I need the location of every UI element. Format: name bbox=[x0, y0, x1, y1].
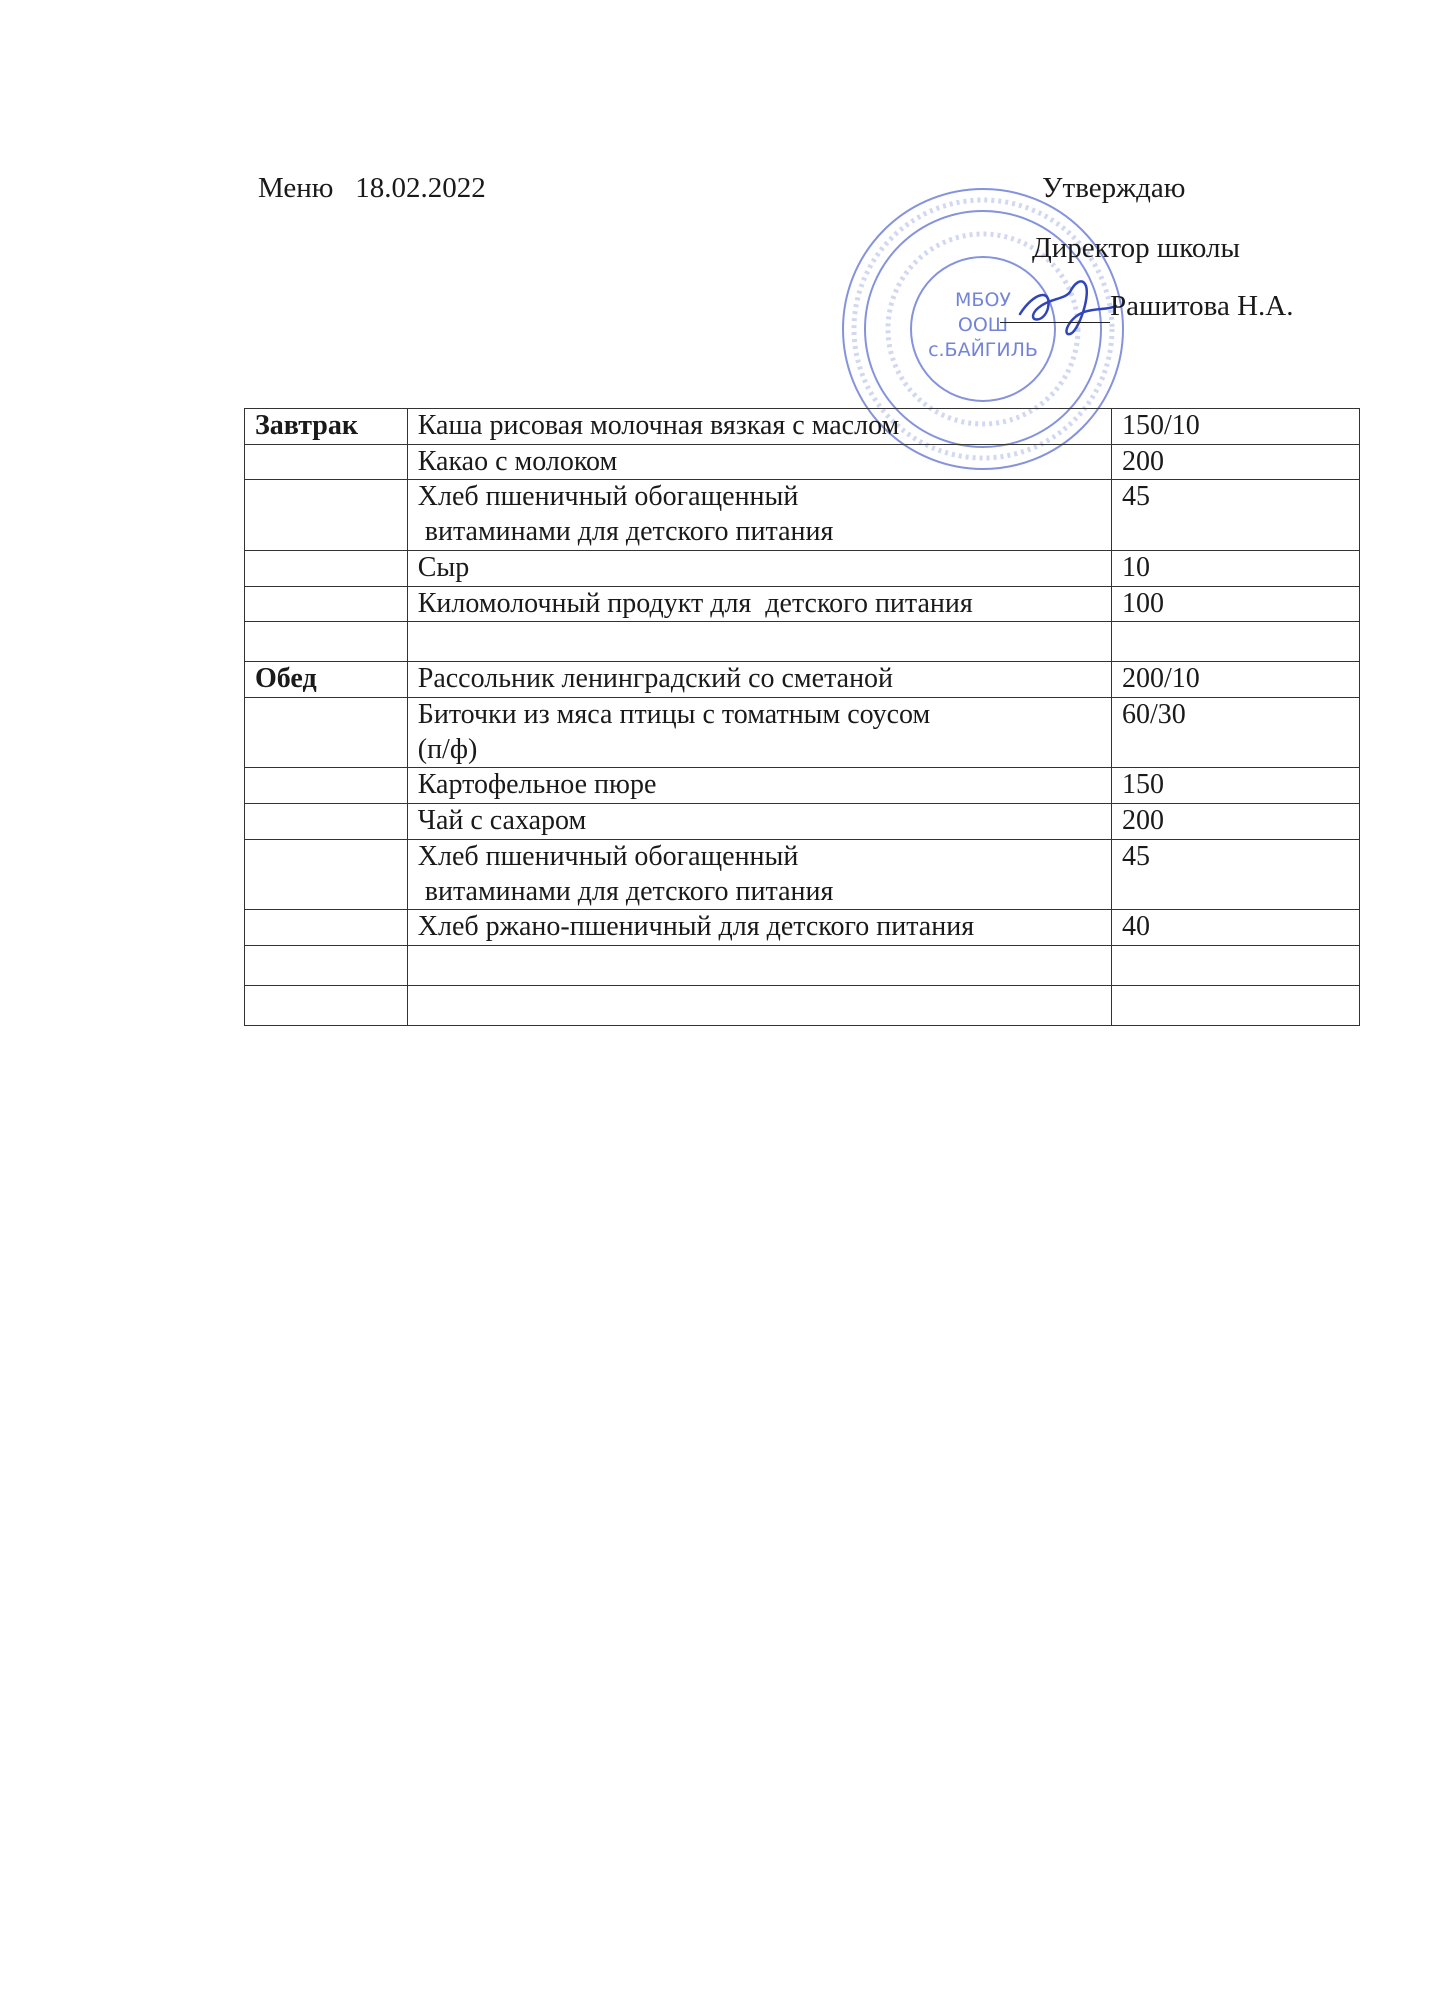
dish-line: (п/ф) bbox=[417, 733, 478, 765]
portion-cell: 100 bbox=[1111, 586, 1359, 622]
dish-cell bbox=[407, 804, 1111, 840]
meal-cell bbox=[245, 839, 408, 909]
meal-cell bbox=[245, 550, 408, 586]
signature-underline bbox=[1000, 322, 1110, 323]
dish-cell bbox=[407, 910, 1111, 946]
menu-row bbox=[245, 698, 1360, 768]
approve-label: Утверждаю bbox=[1042, 172, 1186, 204]
stamp-center-text-1: МБОУ bbox=[955, 289, 1011, 311]
meal-cell bbox=[245, 444, 408, 480]
portion-cell: 60/30 bbox=[1111, 698, 1359, 768]
signatory-name: Рашитова Н.А. bbox=[1110, 290, 1294, 322]
meal-cell bbox=[245, 622, 408, 662]
menu-row bbox=[245, 839, 1360, 909]
dish-line: Какао с молоком bbox=[417, 445, 618, 477]
dish-cell bbox=[407, 946, 1111, 986]
meal-cell bbox=[245, 586, 408, 622]
dish-line: витаминами для детского питания bbox=[417, 516, 834, 548]
stamp-center-text-3: с.БАЙГИЛЬ bbox=[928, 339, 1038, 361]
menu-title bbox=[258, 172, 486, 205]
dish-cell bbox=[407, 662, 1111, 698]
dish-line: Сыр bbox=[417, 551, 470, 583]
meal-cell bbox=[245, 910, 408, 946]
menu-row bbox=[245, 804, 1360, 840]
portion-cell: 200 bbox=[1111, 804, 1359, 840]
portion-cell bbox=[1111, 622, 1359, 662]
menu-date: 18.02.2022 bbox=[355, 172, 486, 204]
menu-table bbox=[244, 408, 1360, 1026]
portion-cell: 150 bbox=[1111, 768, 1359, 804]
dish-cell bbox=[407, 444, 1111, 480]
stamp-center-text-2: ООШ bbox=[957, 314, 1009, 336]
dish-line: Картофельное пюре bbox=[417, 769, 657, 801]
dish-cell bbox=[407, 698, 1111, 768]
portion-cell: 150/10 bbox=[1111, 409, 1359, 445]
portion-cell bbox=[1111, 946, 1359, 986]
dish-cell bbox=[407, 409, 1111, 445]
meal-cell bbox=[245, 946, 408, 986]
meal-cell bbox=[245, 986, 408, 1026]
director-signature bbox=[1012, 262, 1122, 342]
menu-row bbox=[245, 586, 1360, 622]
portion-cell: 40 bbox=[1111, 910, 1359, 946]
portion-cell: 10 bbox=[1111, 550, 1359, 586]
dish-line: Рассольник ленинградский со сметаной bbox=[417, 663, 894, 695]
meal-cell bbox=[245, 804, 408, 840]
portion-cell bbox=[1111, 986, 1359, 1026]
dish-cell bbox=[407, 768, 1111, 804]
dish-cell bbox=[407, 586, 1111, 622]
meal-cell: Обед bbox=[245, 662, 408, 698]
portion-cell: 200 bbox=[1111, 444, 1359, 480]
dish-line: Хлеб ржано-пшеничный для детского питания bbox=[417, 911, 975, 943]
menu-row bbox=[245, 986, 1360, 1026]
menu-row bbox=[245, 946, 1360, 986]
meal-cell bbox=[245, 480, 408, 550]
portion-cell: 45 bbox=[1111, 480, 1359, 550]
meal-cell: Завтрак bbox=[245, 409, 408, 445]
dish-cell bbox=[407, 550, 1111, 586]
menu-row bbox=[245, 768, 1360, 804]
menu-row bbox=[245, 480, 1360, 550]
dish-line: Хлеб пшеничный обогащенный bbox=[417, 840, 799, 872]
dish-line: Биточки из мяса птицы с томатным соусом bbox=[417, 699, 931, 731]
menu-row bbox=[245, 622, 1360, 662]
dish-line: Чай с сахаром bbox=[417, 805, 587, 837]
dish-line: Киломолочный продукт для детского питания bbox=[417, 587, 973, 619]
dish-cell bbox=[407, 986, 1111, 1026]
menu-row bbox=[245, 662, 1360, 698]
menu-row bbox=[245, 550, 1360, 586]
menu-table-body bbox=[245, 409, 1360, 1026]
dish-line: витаминами для детского питания bbox=[417, 875, 834, 907]
portion-cell: 45 bbox=[1111, 839, 1359, 909]
menu-row bbox=[245, 444, 1360, 480]
menu-label: Меню bbox=[258, 172, 334, 204]
dish-line: Каша рисовая молочная вязкая с маслом bbox=[417, 410, 900, 441]
menu-row bbox=[245, 910, 1360, 946]
dish-cell bbox=[407, 839, 1111, 909]
dish-cell bbox=[407, 622, 1111, 662]
meal-cell bbox=[245, 768, 408, 804]
portion-cell: 200/10 bbox=[1111, 662, 1359, 698]
dish-cell bbox=[407, 480, 1111, 550]
dish-line: Хлеб пшеничный обогащенный bbox=[417, 481, 799, 513]
director-position: Директор школы bbox=[1032, 232, 1240, 264]
menu-row bbox=[245, 409, 1360, 445]
meal-cell bbox=[245, 698, 408, 768]
